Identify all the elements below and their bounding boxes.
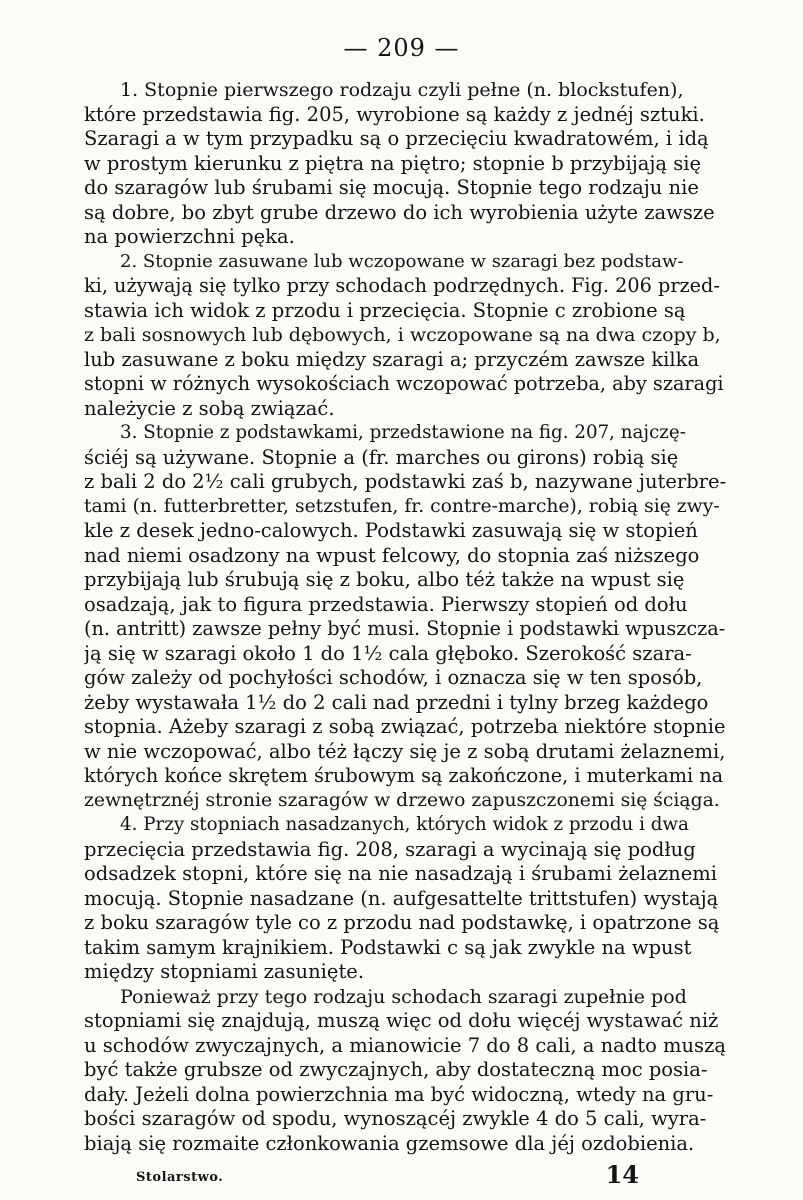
text-line: 3. Stopnie z podstawkami, przedstawione na fig. 207, najczę- [120, 422, 686, 443]
text-line: ściéj są używane. Stopnie a (fr. marches ou girons) robią się [84, 445, 679, 469]
text-line: stopni w różnych wysokościach wczopować potrzeba, aby szaragi [84, 372, 724, 395]
text-line: w prostym kierunku z piętra na piętro; stopnie b przybijają się [84, 151, 702, 175]
body-text [84, 78, 726, 1156]
text-line: są dobre, bo zbyt grube drzewo do ich wyrobienia użyte zawsze [84, 200, 715, 224]
text-line: osadzają, jak to figura przedstawia. Pierwszy stopień od dołu [84, 592, 688, 616]
text-line: przecięcia przedstawia fig. 208, szaragi a wycinają się podług [84, 837, 696, 861]
text-line: Ponieważ przy tego rodzaju schodach szaragi zupełnie pod [120, 985, 687, 1008]
page-number: — 209 — [343, 34, 460, 62]
text-line: odsadzek stopni, które się na nie nasadzają i śrubami żelaznemi [84, 862, 717, 885]
text-line: przybijają lub śrubują się z boku, albo téż także na wpust się [84, 568, 685, 591]
text-line: 4. Przy stopniach nasadzanych, których widok z przodu i dwa [120, 814, 689, 835]
text-line: (n. antritt) zawsze pełny być musi. Stopnie i podstawki wpuszcza- [84, 617, 726, 640]
text-line: tami (n. futterbretter, setzstufen, fr. contre-marche), robią się zwy- [84, 495, 720, 517]
text-line: stopniami się znajdują, muszą więc od dołu więcéj wystawać niż [84, 1009, 719, 1032]
text-line: kle z desek jedno-calowych. Podstawki zasuwają się w stopień [84, 519, 698, 542]
text-line: w nie wczopować, albo téż łączy się je z sobą drutami żelaznemi, [84, 739, 726, 763]
text-line: bości szaragów od spodu, wynoszącéj zwykle 4 do 5 cali, wyra- [84, 1107, 707, 1130]
text-line: 2. Stopnie zasuwane lub wczopowane w szaragi bez podstaw- [120, 250, 684, 272]
text-line: ki, używają się tylko przy schodach podrzędnych. Fig. 206 przed- [84, 274, 720, 297]
text-line: które przedstawia fig. 205, wyrobione są każdy z jednéj sztuki. [84, 102, 705, 126]
text-line: Szaragi a w tym przypadku są o przecięciu kwadratowém, i idą [84, 127, 709, 150]
text-line: z bali 2 do 2½ cali grubych, podstawki zaś b, nazywane juterbre- [84, 470, 726, 493]
text-line: być także grubsze od zwyczajnych, aby dostateczną moc posia- [84, 1058, 708, 1081]
text-line: gów zależy od pochyłości schodów, i oznacza się w ten sposób, [84, 666, 703, 689]
text-line: biają się rozmaite członkowania gzemsowe dla jéj ozdobienia. [84, 1131, 695, 1155]
text-line: dały. Jeżeli dolna powierzchnia ma być widoczną, wtedy na gru- [84, 1082, 714, 1106]
text-line: należycie z sobą związać. [84, 396, 335, 420]
text-line: lub zasuwane z boku między szaragi a; przyczém zawsze kilka [84, 347, 700, 371]
text-line: stawia ich widok z przodu i przecięcia. Stopnie c zrobione są [84, 298, 686, 322]
text-line: takim samym krajnikiem. Podstawki c są jak zwykle na wpust [84, 935, 692, 959]
text-line: ją się w szaragi około 1 do 1½ cala głęboko. Szerokość szara- [84, 641, 692, 665]
text-line: z bali sosnowych lub dębowych, i wczopowane są na dwa czopy b, [84, 324, 721, 346]
footer-section-title: Stolarstwo. [136, 1170, 224, 1185]
text-line: u schodów zwyczajnych, a mianowicie 7 do 8 cali, a nadto muszą [84, 1033, 726, 1057]
text-line: mocują. Stopnie nasadzane (n. aufgesattelte trittstufen) wystają [84, 886, 719, 910]
text-line: żeby wystawała 1½ do 2 cali nad przedni i tylny brzeg każdego [84, 690, 709, 714]
text-line: stopnia. Ażeby szaragi z sobą związać, potrzeba niektóre stopnie [84, 715, 726, 738]
footer-signature-number: 14 [605, 1160, 639, 1189]
text-line: zewnętrznéj stronie szaragów w drzewo zapuszczonemi się ściąga. [84, 789, 720, 811]
text-line: 1. Stopnie pierwszego rodzaju czyli pełne (n. blockstufen), [120, 79, 684, 101]
text-line: nad niemi osadzony na wpust felcowy, do stopnia zaś niższego [84, 543, 700, 567]
text-line: z boku szaragów tyle co z przodu nad podstawkę, i opatrzone są [84, 911, 720, 934]
text-line: między stopniami zasunięte. [84, 960, 365, 983]
text-line: na powierzchni pęka. [84, 225, 295, 248]
text-line: których końce skrętem śrubowym są zakończone, i muterkami na [84, 764, 724, 787]
text-line: do szaragów lub śrubami się mocują. Stopnie tego rodzaju nie [84, 176, 699, 199]
